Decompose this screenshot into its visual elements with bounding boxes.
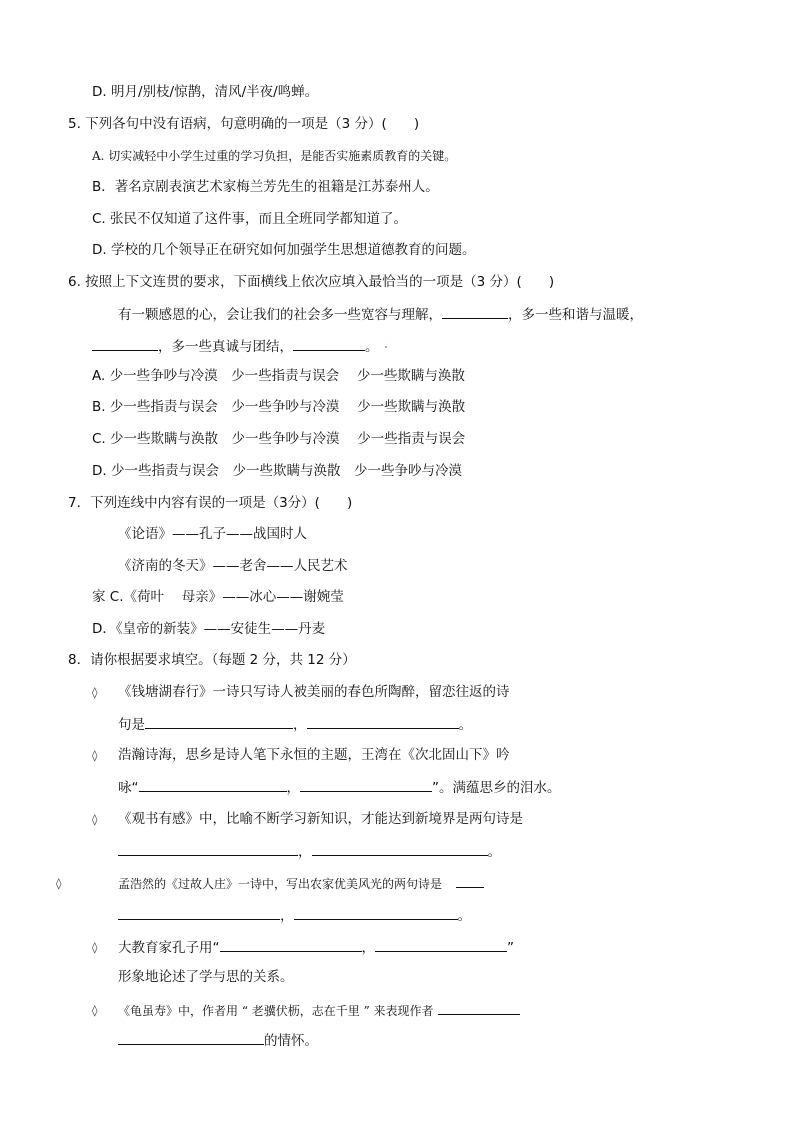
q8-item3-b-row (118, 842, 501, 861)
q8-item5-b: ” (507, 940, 514, 956)
q5-option-c: C. 张民不仅知道了这件事，而且全班同学都知道了。 (92, 211, 408, 227)
q6-stem: 6. 按照上下文连贯的要求，下面横线上依次应填入最恰当的一项是（3 分）( ) (68, 274, 555, 290)
q5-option-d: D. 学校的几个领导正在研究如何加强学生思想道德教育的问题。 (92, 242, 476, 258)
q8-bullet-6: ◊ (92, 1004, 98, 1017)
q7-line-2: 《济南的冬天》——老舍——人民艺术 (118, 558, 348, 574)
q5-option-b: B．著名京剧表演艺术家梅兰芳先生的祖籍是江苏泰州人。 (92, 179, 439, 195)
q8-item6-a-row (118, 1001, 520, 1020)
q8-item4-b-row (118, 906, 471, 925)
q8-stem: 8．请你根据要求填空。（每题 2 分，共 12 分） (68, 652, 356, 668)
q8-item2-blank-1[interactable] (139, 778, 287, 792)
q7-line-3: 家 C.《荷叶 母亲》——冰心——谢婉莹 (92, 589, 344, 605)
q8-item6-a: 《龟虽寿》中，作者用 “ 老骥伏枥，志在千里 ” 来表现作者 (118, 1004, 434, 1018)
q8-item4-a-row (118, 874, 484, 893)
q6-option-b: B. 少一些指责与误会 少一些争吵与冷漠 少一些欺瞒与涣散 (92, 399, 466, 415)
q8-item2-c: ”。满蕴思乡的泪水。 (432, 780, 561, 796)
q6-option-d: D. 少一些指责与误会 少一些欺瞒与涣散 少一些争吵与冷漠 (92, 463, 462, 479)
comma: ， (280, 908, 294, 924)
q6-blank-2[interactable] (92, 337, 158, 351)
q8-bullet-4: ◊ (56, 877, 62, 890)
q6-passage-b: ，多一些和谐与温暖， (508, 307, 643, 323)
q8-bullet-3: ◊ (92, 813, 98, 826)
q8-bullet-5: ◊ (92, 941, 98, 954)
q8-item6-b-row (118, 1031, 318, 1050)
q8-item6-b: 的情怀。 (264, 1033, 318, 1049)
q6-passage-a: 有一颗感恩的心，会让我们的社会多一些宽容与理解， (118, 307, 442, 323)
q4-option-d: D. 明月/别枝/惊鹊，清风/半夜/鸣蝉。 (92, 84, 319, 100)
comma: ， (361, 940, 375, 956)
q8-item4-a: 孟浩然的《过故人庄》一诗中，写出农家优美风光的两句诗是 (118, 877, 443, 891)
q6-blank-3[interactable] (293, 337, 365, 351)
q8-item1-a: 《钱塘湖春行》一诗只写诗人被美丽的春色所陶醉，留恋往返的诗 (118, 684, 510, 700)
q6-passage-line2 (92, 337, 379, 356)
q8-item2-blank-2[interactable] (300, 778, 432, 792)
q8-bullet-1: ◊ (92, 686, 98, 699)
q6-option-a: A. 少一些争吵与冷漠 少一些指责与误会 少一些欺瞒与涣散 (92, 368, 465, 384)
q8-item1-b: 句是 (118, 717, 145, 733)
q8-item5-a-row (118, 938, 514, 957)
q8-item2-b-row (118, 778, 561, 797)
q6-passage-d: 。 (365, 339, 379, 355)
q6-blank-1[interactable] (442, 305, 508, 319)
comma: ， (293, 717, 307, 733)
q6-option-c: C. 少一些欺瞒与涣散 少一些争吵与冷漠 少一些指责与误会 (92, 431, 466, 447)
comma: ， (298, 844, 312, 860)
q8-item2-b: 咏“ (118, 780, 139, 796)
q8-item5-blank-2[interactable] (375, 938, 507, 952)
q5-stem: 5. 下列各句中没有语病，句意明确的一项是（3 分）( ) (68, 116, 420, 132)
q8-item1-b-row (118, 715, 472, 734)
q8-item6-blank-1[interactable] (438, 1001, 520, 1015)
q8-item5-a: 大教育家孔子用“ (118, 940, 220, 956)
period: 。 (487, 844, 501, 860)
q8-item3-blank-2[interactable] (312, 842, 488, 856)
q5-option-a: A. 切实减轻中小学生过重的学习负担，是能否实施素质教育的关键。 (92, 149, 457, 163)
q8-item1-blank-1[interactable] (145, 715, 293, 729)
q6-passage-line1 (118, 305, 643, 324)
q8-bullet-2: ◊ (92, 749, 98, 762)
q8-item4-blank-0[interactable] (456, 874, 484, 888)
q7-stem: 7．下列连线中内容有误的一项是（3分）( ) (68, 495, 353, 511)
stray-mark (385, 346, 387, 348)
period: 。 (457, 908, 471, 924)
q8-item2-a: 浩瀚诗海，思乡是诗人笔下永恒的主题，王湾在《次北固山下》吟 (118, 747, 510, 763)
q6-passage-c: ，多一些真诚与团结， (158, 339, 293, 355)
q8-item3-blank-1[interactable] (118, 842, 298, 856)
q8-item4-blank-2[interactable] (294, 906, 458, 920)
q7-line-1: 《论语》——孔子——战国时人 (118, 526, 307, 542)
period: 。 (458, 717, 472, 733)
q8-item1-blank-2[interactable] (307, 715, 459, 729)
q8-item3-a: 《观书有感》中，比喻不断学习新知识，才能达到新境界是两句诗是 (118, 811, 523, 827)
q7-line-4: D．《皇帝的新装》——安徒生——丹麦 (92, 621, 326, 637)
q8-item6-blank-2[interactable] (118, 1031, 264, 1045)
q8-item4-blank-1[interactable] (118, 906, 280, 920)
q8-item5-blank-1[interactable] (220, 938, 362, 952)
q8-item5-c: 形象地论述了学与思的关系。 (118, 969, 294, 985)
comma: ， (286, 780, 300, 796)
